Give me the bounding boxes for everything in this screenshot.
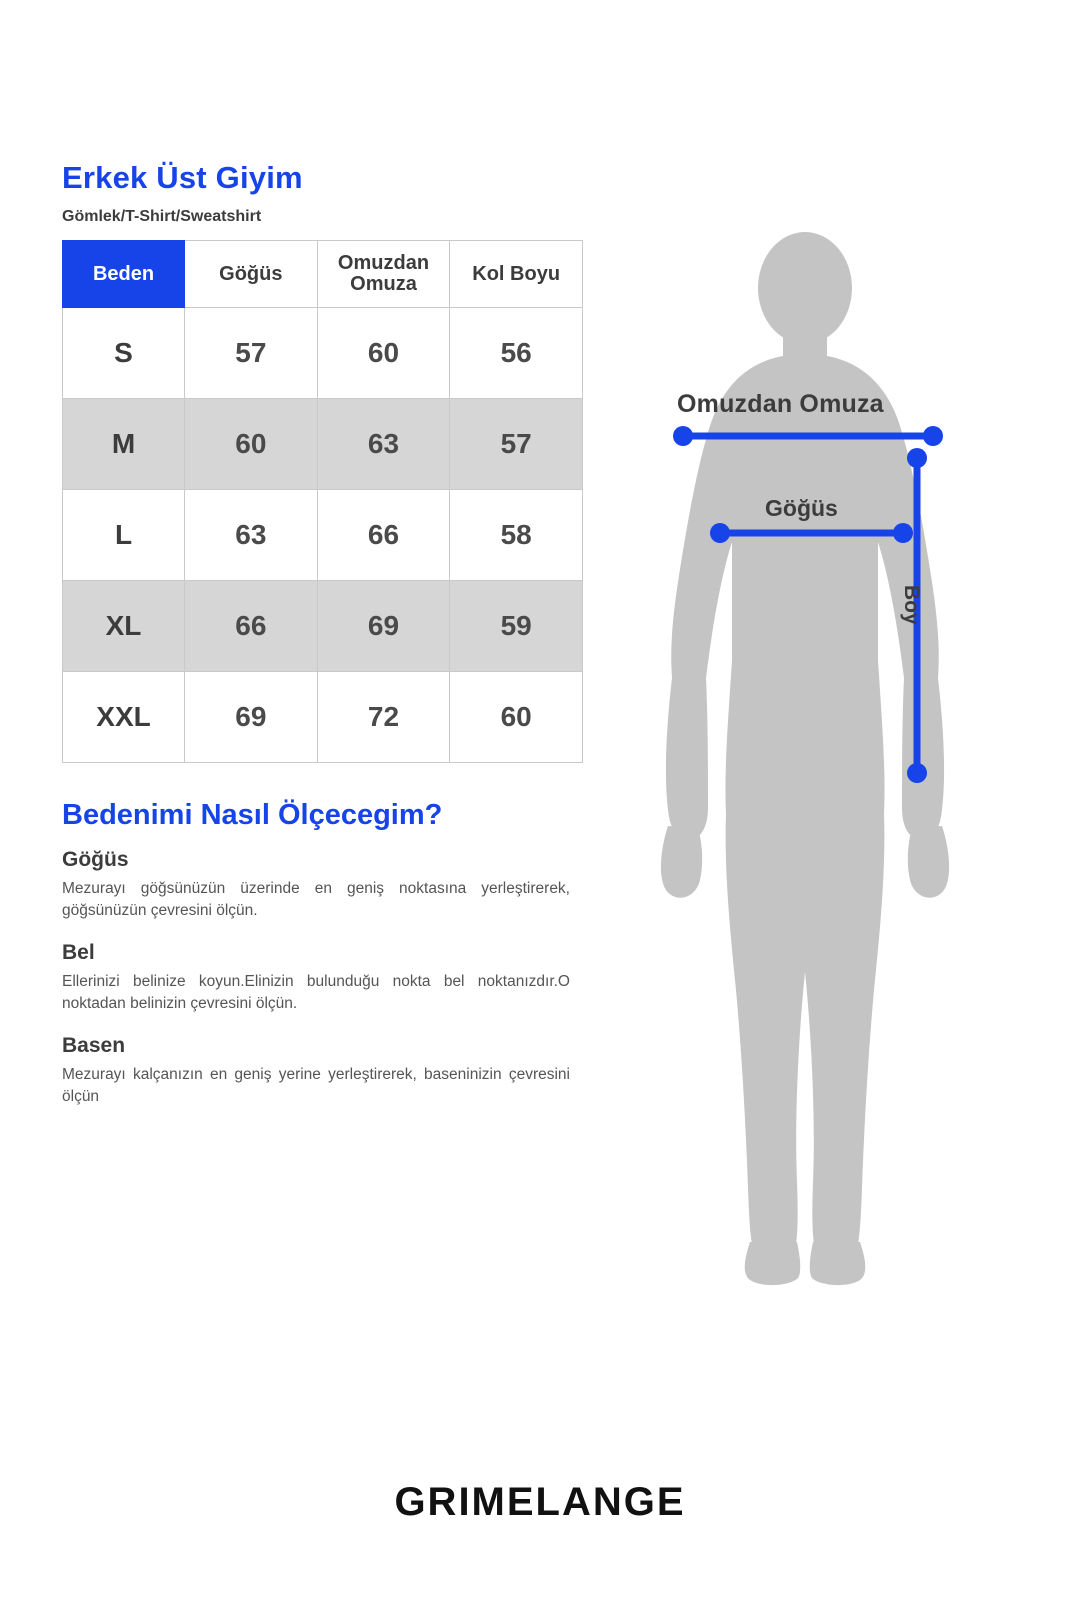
left-column	[62, 160, 587, 1127]
table-header-row	[63, 241, 583, 308]
column-header-gogus: Göğüs	[185, 241, 318, 308]
howto-heading: Göğüs	[62, 848, 129, 871]
table-row	[63, 490, 583, 581]
page-title: Erkek Üst Giyim	[62, 160, 303, 195]
cell-gogus: 66	[185, 581, 318, 672]
cell-omuz: 63	[317, 399, 450, 490]
cell-kol: 59	[450, 581, 583, 672]
table-head	[63, 241, 583, 308]
brand-logo: GRIMELANGE	[394, 1480, 686, 1524]
howto-section-gogus	[62, 848, 587, 923]
howto-title: Bedenimi Nasıl Ölçecegim?	[62, 799, 443, 831]
table-row	[63, 399, 583, 490]
cell-kol: 57	[450, 399, 583, 490]
howto-text: Ellerinizi belinize koyun.Elinizin bulunduğu nokta bel noktanızdır.O noktadan belinizin çevresini ölçün.	[62, 972, 570, 1013]
howto-section-basen	[62, 1034, 587, 1109]
label-omuzdan-omuza: Omuzdan Omuza	[677, 390, 884, 418]
table-row	[63, 581, 583, 672]
cell-omuz: 72	[317, 672, 450, 763]
table-body	[63, 308, 583, 763]
cell-size: XXL	[63, 672, 185, 763]
label-boy: Boy	[900, 585, 923, 625]
cell-omuz: 66	[317, 490, 450, 581]
measurement-diagram	[620, 230, 1020, 1300]
label-gogus: Göğüs	[765, 495, 838, 521]
cell-gogus: 63	[185, 490, 318, 581]
cell-size: S	[63, 308, 185, 399]
howto-section-bel	[62, 941, 587, 1016]
column-header-beden: Beden	[63, 241, 185, 308]
cell-kol: 58	[450, 490, 583, 581]
cell-omuz: 69	[317, 581, 450, 672]
cell-size: M	[63, 399, 185, 490]
howto-heading: Bel	[62, 940, 95, 964]
howto-text: Mezurayı göğsünüzün üzerinde en geniş noktasına yerleştirerek, göğsünüzün çevresini ölçün.	[62, 880, 570, 920]
page-subtitle: Gömlek/T-Shirt/Sweatshirt	[62, 208, 262, 225]
table-row	[63, 672, 583, 763]
column-header-kol-boyu: Kol Boyu	[450, 241, 583, 308]
cell-gogus: 60	[185, 399, 318, 490]
column-header-omuzdan-omuza: Omuzdan Omuza	[317, 241, 450, 308]
howto-text: Mezurayı kalçanızın en geniş yerine yerleştirerek, baseninizin çevresini ölçün	[62, 1065, 570, 1106]
size-table	[62, 240, 583, 763]
cell-kol: 60	[450, 672, 583, 763]
cell-size: XL	[63, 581, 185, 672]
cell-gogus: 69	[185, 672, 318, 763]
howto-heading: Basen	[62, 1033, 126, 1057]
cell-size: L	[63, 490, 185, 581]
cell-gogus: 57	[185, 308, 318, 399]
cell-kol: 56	[450, 308, 583, 399]
cell-omuz: 60	[317, 308, 450, 399]
table-row	[63, 308, 583, 399]
